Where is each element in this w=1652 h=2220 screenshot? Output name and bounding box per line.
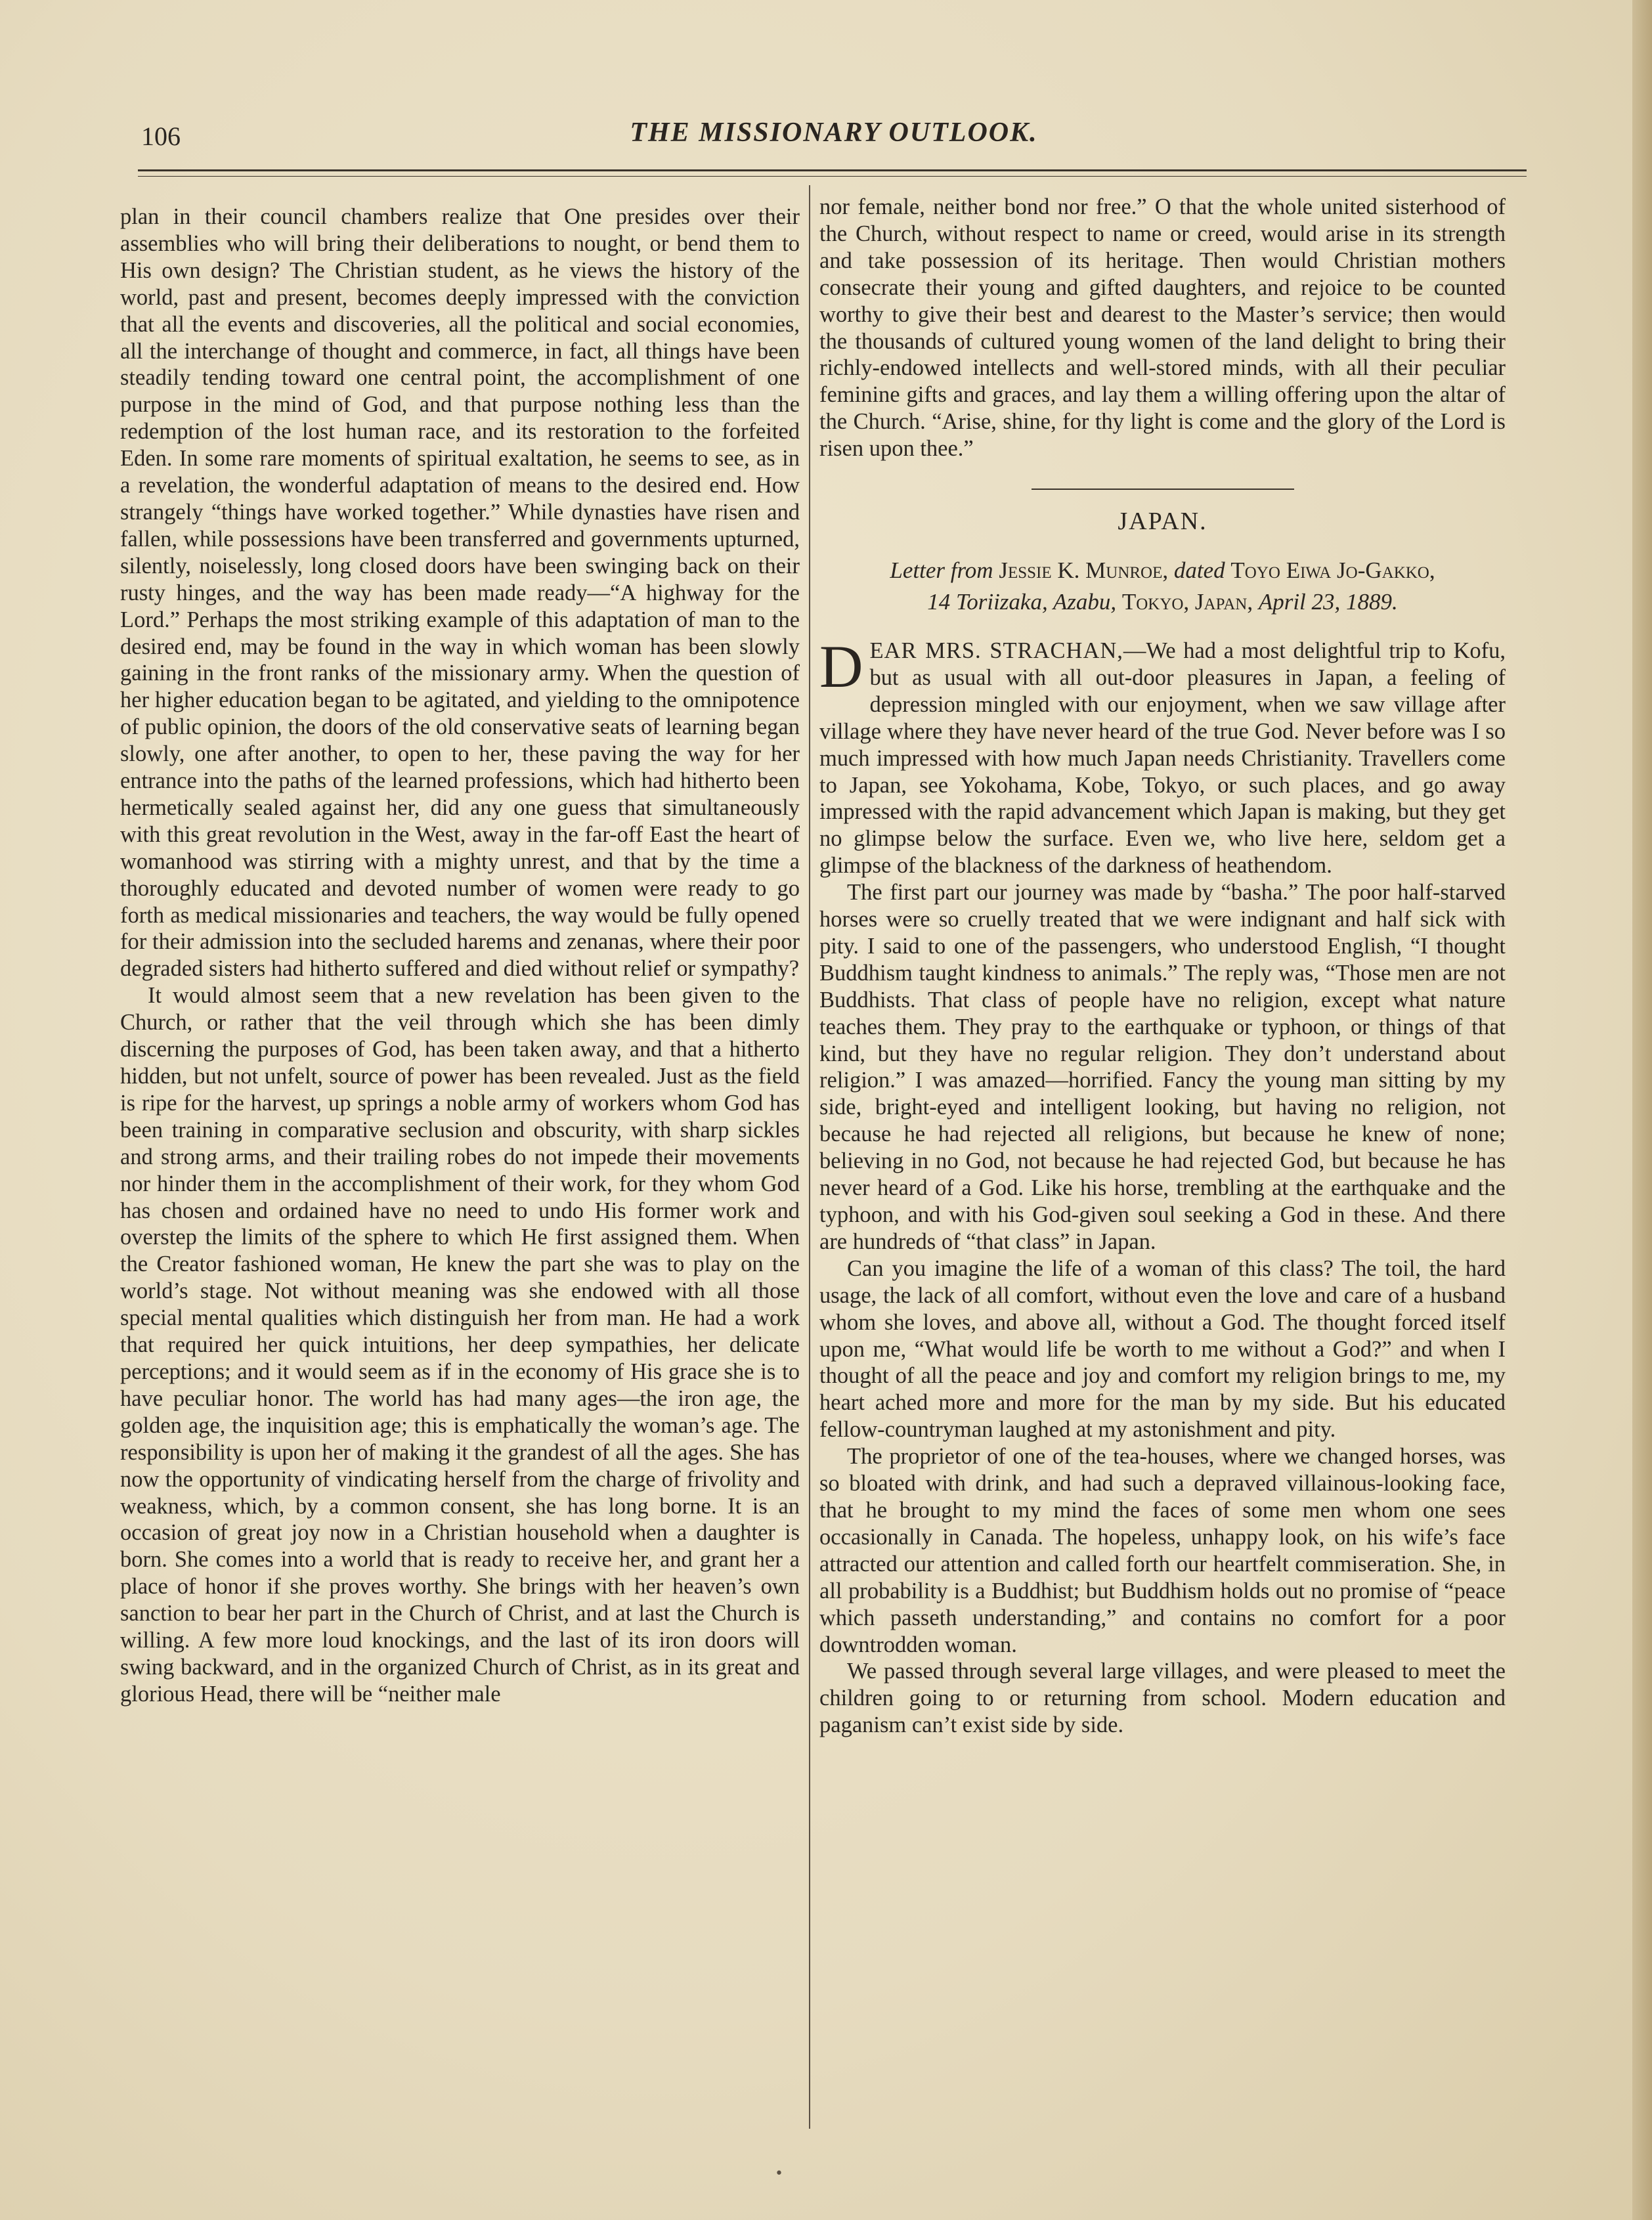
letter-dateline	[819, 555, 1506, 618]
journal-title: THE MISSIONARY OUTLOOK.	[630, 118, 1038, 148]
dateline-school: Toyo Eiwa Jo-Gakko,	[1230, 557, 1435, 583]
drop-cap-letter: D	[819, 632, 863, 700]
letter-opening-text: —We had a most delightful trip to Kofu, but as usual with all out-door pleasures in Japan, a feeling of depression mingled with our enjoyment, when we saw village after village where they have never heard of the true God. Never before was I so much impressed with how much Japan needs Christianity. Travellers come to Japan, see Yokohama, Kobe, Tokyo, or such places, and go away impressed with the rapid advancement which Japan is making, but they get no glimpse below the surface. Even we, who live here, seldom get a glimpse of the blackness of the darkness of heathendom.	[819, 638, 1506, 879]
column-divider	[809, 185, 810, 2129]
dateline-dated: dated	[1173, 557, 1225, 583]
right-column	[819, 194, 1506, 1739]
section-divider-rule	[1032, 489, 1294, 490]
page-edge-shadow	[1632, 0, 1652, 2220]
dateline-author: Jessie K. Munroe,	[999, 557, 1169, 583]
right-continuation-paragraph: nor female, neither bond nor free.” O that the whole united sisterhood of the Church, without respect to name or creed, would arise in its strength and take possession of its heritage. Then would Christian mothers consecrate their young and gifted daughters, and rejoice to be counted worthy to give their best and dearest to the Master’s service; then would the thousands of cultured young women of the land delight to bring their richly-endowed intellects and well-stored minds, with all their peculiar feminine gifts and graces, and lay them a willing offering upon the altar of the Church. “Arise, shine, for thy light is come and the glory of the Lord is risen upon thee.”	[819, 194, 1506, 462]
left-paragraph-1: plan in their council chambers realize that One presides over their assemblies who will bring their deliberations to nought, or bend them to His own design? The Christian student, as he views the history of the world, past and present, becomes deeply impressed with the conviction that all the events and discoveries, all the political and social economies, all the interchange of thought and commerce, in fact, all things have been steadily tending toward one central point, the accomplishment of one purpose in the mind of God, and that purpose nothing less than the redemption of the lost human race, and its restoration to the forfeited Eden. In some rare moments of spiritual exaltation, he seems to see, as in a revelation, the wonderful adaptation of means to the desired end. How strangely “things have worked together.” While dynasties have risen and fallen, while possessions have been transferred and governments upturned, silently, noiselessly, long closed doors have been swinging back on their rusty hinges, and the way has been made ready—“A highway for the Lord.” Perhaps the most striking example of this adaptation of man to the desired end, may be found in the way in which woman has been slowly gaining in the front ranks of the missionary army. When the question of her higher education began to be agitated, and yielding to the omnipotence of public opinion, the doors of the old conservative seats of learning began slowly, one after another, to open to her, these paving the way for her entrance into the paths of the learned professions, which had hitherto been hermetically sealed against her, did any one guess that simultaneously with this great revolution in the West, away in the far-off East the heart of womanhood was stirring with a mighty unrest, and that by the time a thoroughly educated and devoted number of women were ready to go forth as medical missionaries and teachers, the way would be fully opened for their admission into the secluded harems and zenanas, where their poor degraded sisters had hitherto suffered and died without relief or sympathy?	[120, 204, 800, 982]
letter-paragraph-2: The first part our journey was made by “basha.” The poor half-starved horses were so cruelly treated that we were indignant and half sick with pity. I said to one of the passengers, who understood English, “I thought Buddhism taught kindness to animals.” The reply was, “Those men are not Buddhists. That class of people have no religion, except what nature teaches them. They pray to the earthquake or typhoon, or things of that kind, but they have no regular religion. They don’t understand about religion.” I was amazed—horrified. Fancy the young man sitting by my side, bright-eyed and intelligent looking, but having no religion, not because he had rejected all religions, but because he knew of none; believing in no God, not because he had rejected God, but because he has never heard of a God. Like his horse, trembling at the earthquake and the typhoon, and with his God-given soul seeking a God in these. And there are hundreds of “that class” in Japan.	[819, 880, 1506, 1254]
letter-opening-paragraph	[819, 632, 1506, 879]
letter-paragraph-5: We passed through several large villages, and were pleased to meet the children going to or returning from school. Modern education and paganism can’t exist side by side.	[819, 1659, 1506, 1738]
dateline-date: April 23, 1889.	[1258, 588, 1398, 615]
left-column	[120, 204, 800, 1708]
header-rule-thin	[138, 176, 1527, 177]
letter-paragraph-4: The proprietor of one of the tea-houses, where we changed horses, was so bloated with drink, and had such a depraved villainous-looking face, that he brought to my mind the faces of some men whom one sees occasionally in Canada. The hopeless, unhappy look, on his wife’s face attracted our attention and called forth our heartfelt commiseration. She, in all probability is a Buddhist; but Buddhism holds out no promise of “peace which passeth understanding,” and contains no comfort for a poor downtrodden woman.	[819, 1444, 1506, 1657]
letter-salutation: EAR MRS. STRACHAN,	[869, 638, 1123, 663]
page-number: 106	[141, 121, 181, 151]
footer-dot: •	[775, 2166, 783, 2182]
header-rule-thick	[138, 169, 1527, 171]
dateline-letter-from: Letter from	[890, 557, 993, 583]
dateline-address: 14 Toriizaka, Azabu,	[927, 588, 1117, 615]
page-header	[141, 117, 1527, 163]
letter-paragraph-3: Can you imagine the life of a woman of this class? The toil, the hard usage, the lack of all comfort, without even the love and care of a husband whom she loves, and above all, without a God. The thought forced itself upon me, “What would life be worth to me without a God?” and when I thought of all the peace and joy and comfort my religion brings to me, my heart ached more and more for the man by my side. But his educated fellow-countryman laughed at my astonishment and pity.	[819, 1255, 1506, 1443]
left-paragraph-2: It would almost seem that a new revelation has been given to the Church, or rather that the veil through which she has been dimly discerning the purposes of God, has been taken away, and that a hitherto hidden, but not unfelt, source of power has been revealed. Just as the field is ripe for the harvest, up springs a noble army of workers whom God has been training in comparative seclusion and obscurity, with sharp sickles and strong arms, and their trailing robes do not impede their movements nor hinder them in the accomplishment of their work, for they whom God has chosen and ordained have no need to undo His former work and overstep the limits of the sphere to which He first assigned them. When the Creator fashioned woman, He knew the part she was to play on the world’s stage. Not without meaning was she endowed with all those special mental qualities which distinguish her from man. He had a work that required her quick intuitions, her deep sympathies, her delicate perceptions; and it would seem as if in the economy of His grace she is to have peculiar honor. The world has had many ages—the iron age, the golden age, the inquisition age; this is emphatically the woman’s age. The responsibility is upon her of making it the grandest of all the ages. She has now the opportunity of vindicating herself from the charge of frivolity and weakness, which, by a common consent, she has long borne. It is an occasion of great joy now in a Christian household when a daughter is born. She comes into a world that is ready to receive her, and grant her a place of honor if she proves worthy. She brings with her heaven’s own sanction to bear her part in the Church of Christ, and at last the Church is willing. A few more loud knockings, and the last of its iron doors will swing backward, and in the organized Church of Christ, as in its great and glorious Head, there will be “neither male	[120, 983, 800, 1707]
dateline-city: Tokyo, Japan,	[1121, 588, 1253, 615]
section-heading-japan: JAPAN.	[1118, 508, 1207, 536]
